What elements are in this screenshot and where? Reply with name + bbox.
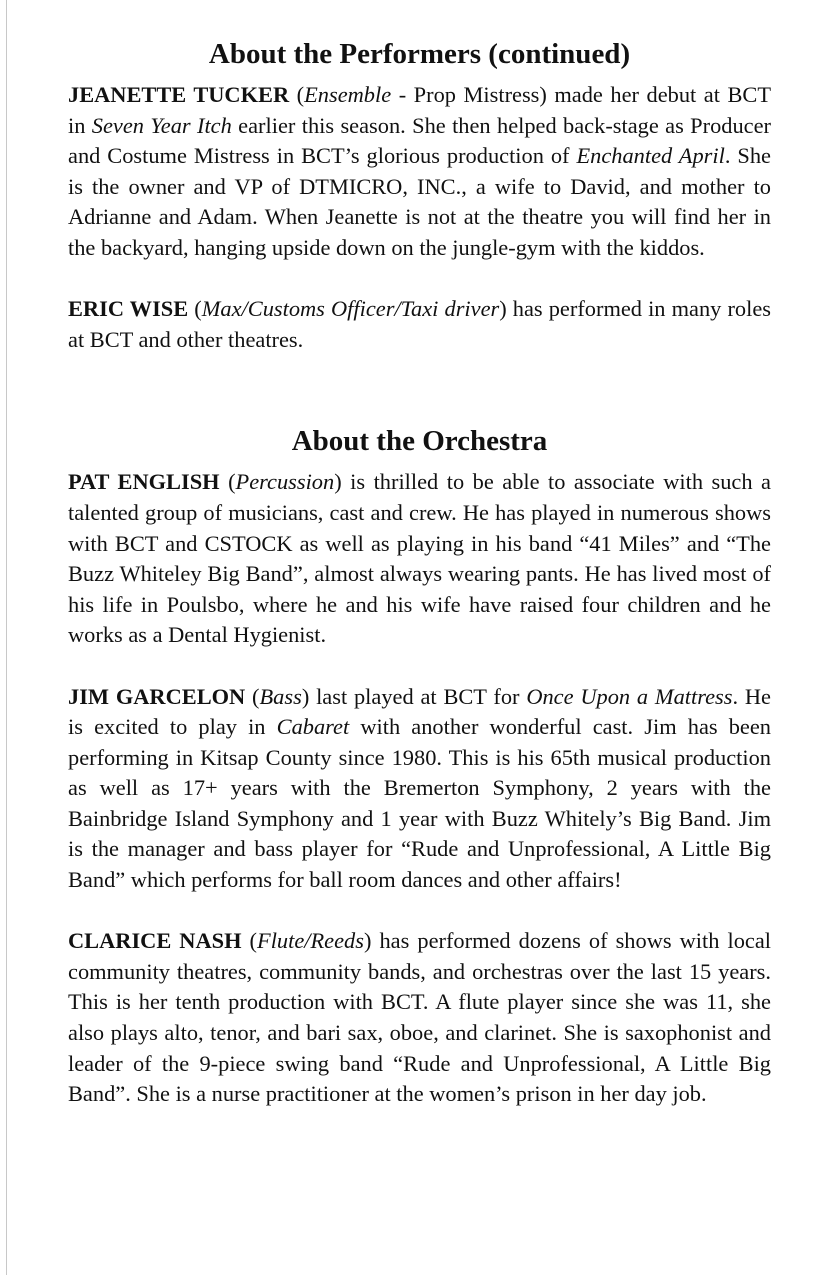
performers-heading: About the Performers (continued) bbox=[208, 38, 631, 70]
bio-pat-english: PAT ENGLISH (Percussion) is thrilled to be able to associate with such a talented group of musicians, cast and crew. He has played in numerous shows with BCT and CSTOCK as well as playing in his band “41 Miles” and “The Buzz Whiteley Big Band”, almost always wearing pants. He has lived most of his life in Poulsbo, where he and his wife have raised four children and he works as a Dental Hygienist. bbox=[68, 469, 771, 648]
bio-role: Ensemble bbox=[304, 82, 392, 107]
orchestra-heading: About the Orchestra bbox=[291, 425, 548, 458]
bio-jim-garcelon: JIM GARCELON (Bass) last played at BCT for Once Upon a Mattress. He is excited to play in Cabaret with another wonderful cast. Jim has been performing in Kitsap County since 1980. This is his 65th musical production as well as 17+ years with the Bremerton Symphony, 2 years with the Bainbridge Island Symphony and 1 year with Buzz Whitely’s Big Band. Jim is the manager and bass player for “Rude and Unprofessional, A Little Big Band” which performs for ball room dances and other affairs! bbox=[68, 683, 771, 893]
show-title: Cabaret bbox=[276, 714, 350, 740]
bio-name: JEANETTE TUCKER bbox=[68, 82, 290, 107]
bio-eric-wise: ERIC WISE (Max/Customs Officer/Taxi driver) has performed in many roles at BCT and other theatres. bbox=[68, 296, 771, 352]
bio-jeanette-tucker: JEANETTE TUCKER (Ensemble - Prop Mistress) made her debut at BCT in Seven Year Itch earlier this season. She then helped back-stage as Producer and Costume Mistress in BCT’s glorious production of Enchanted April. She is the owner and VP of DTMICRO, INC., a wife to David, and mother to Adrianne and Adam. When Jeanette is not at the theatre you will find her in the backyard, hanging upside down on the jungle-gym with the kiddos. bbox=[68, 82, 772, 260]
show-title: Enchanted April bbox=[576, 143, 725, 169]
show-title: Once Upon a Mattress bbox=[526, 683, 733, 709]
bio-clarice-nash: CLARICE NASH (Flute/Reeds) has performed dozens of shows with local community theatres, community bands, and orchestras over the last 15 years. This is her tenth production with BCT. A flute player since she was 11, she also plays alto, tenor, and bari sax, oboe, and clarinet. She is saxophonist and leader of the 9-piece swing band “Rude and Unprofessional, A Little Big Band”. She is a nurse practitioner at the women’s prison in her day job. bbox=[68, 928, 771, 1107]
show-title: Seven Year Itch bbox=[91, 112, 232, 138]
bio-role: Flute/Reeds bbox=[257, 928, 364, 954]
binding-edge-line bbox=[6, 0, 7, 1275]
bio-name: PAT ENGLISH bbox=[68, 469, 220, 495]
bio-name: CLARICE NASH bbox=[68, 928, 242, 954]
bio-name: ERIC WISE bbox=[68, 296, 189, 322]
bio-role: Bass bbox=[259, 683, 302, 709]
bio-name: JIM GARCELON bbox=[68, 683, 246, 709]
page-content bbox=[68, 34, 771, 1110]
bio-role: Percussion bbox=[235, 469, 335, 495]
bio-role: Max/Customs Officer/Taxi driver bbox=[201, 296, 500, 322]
